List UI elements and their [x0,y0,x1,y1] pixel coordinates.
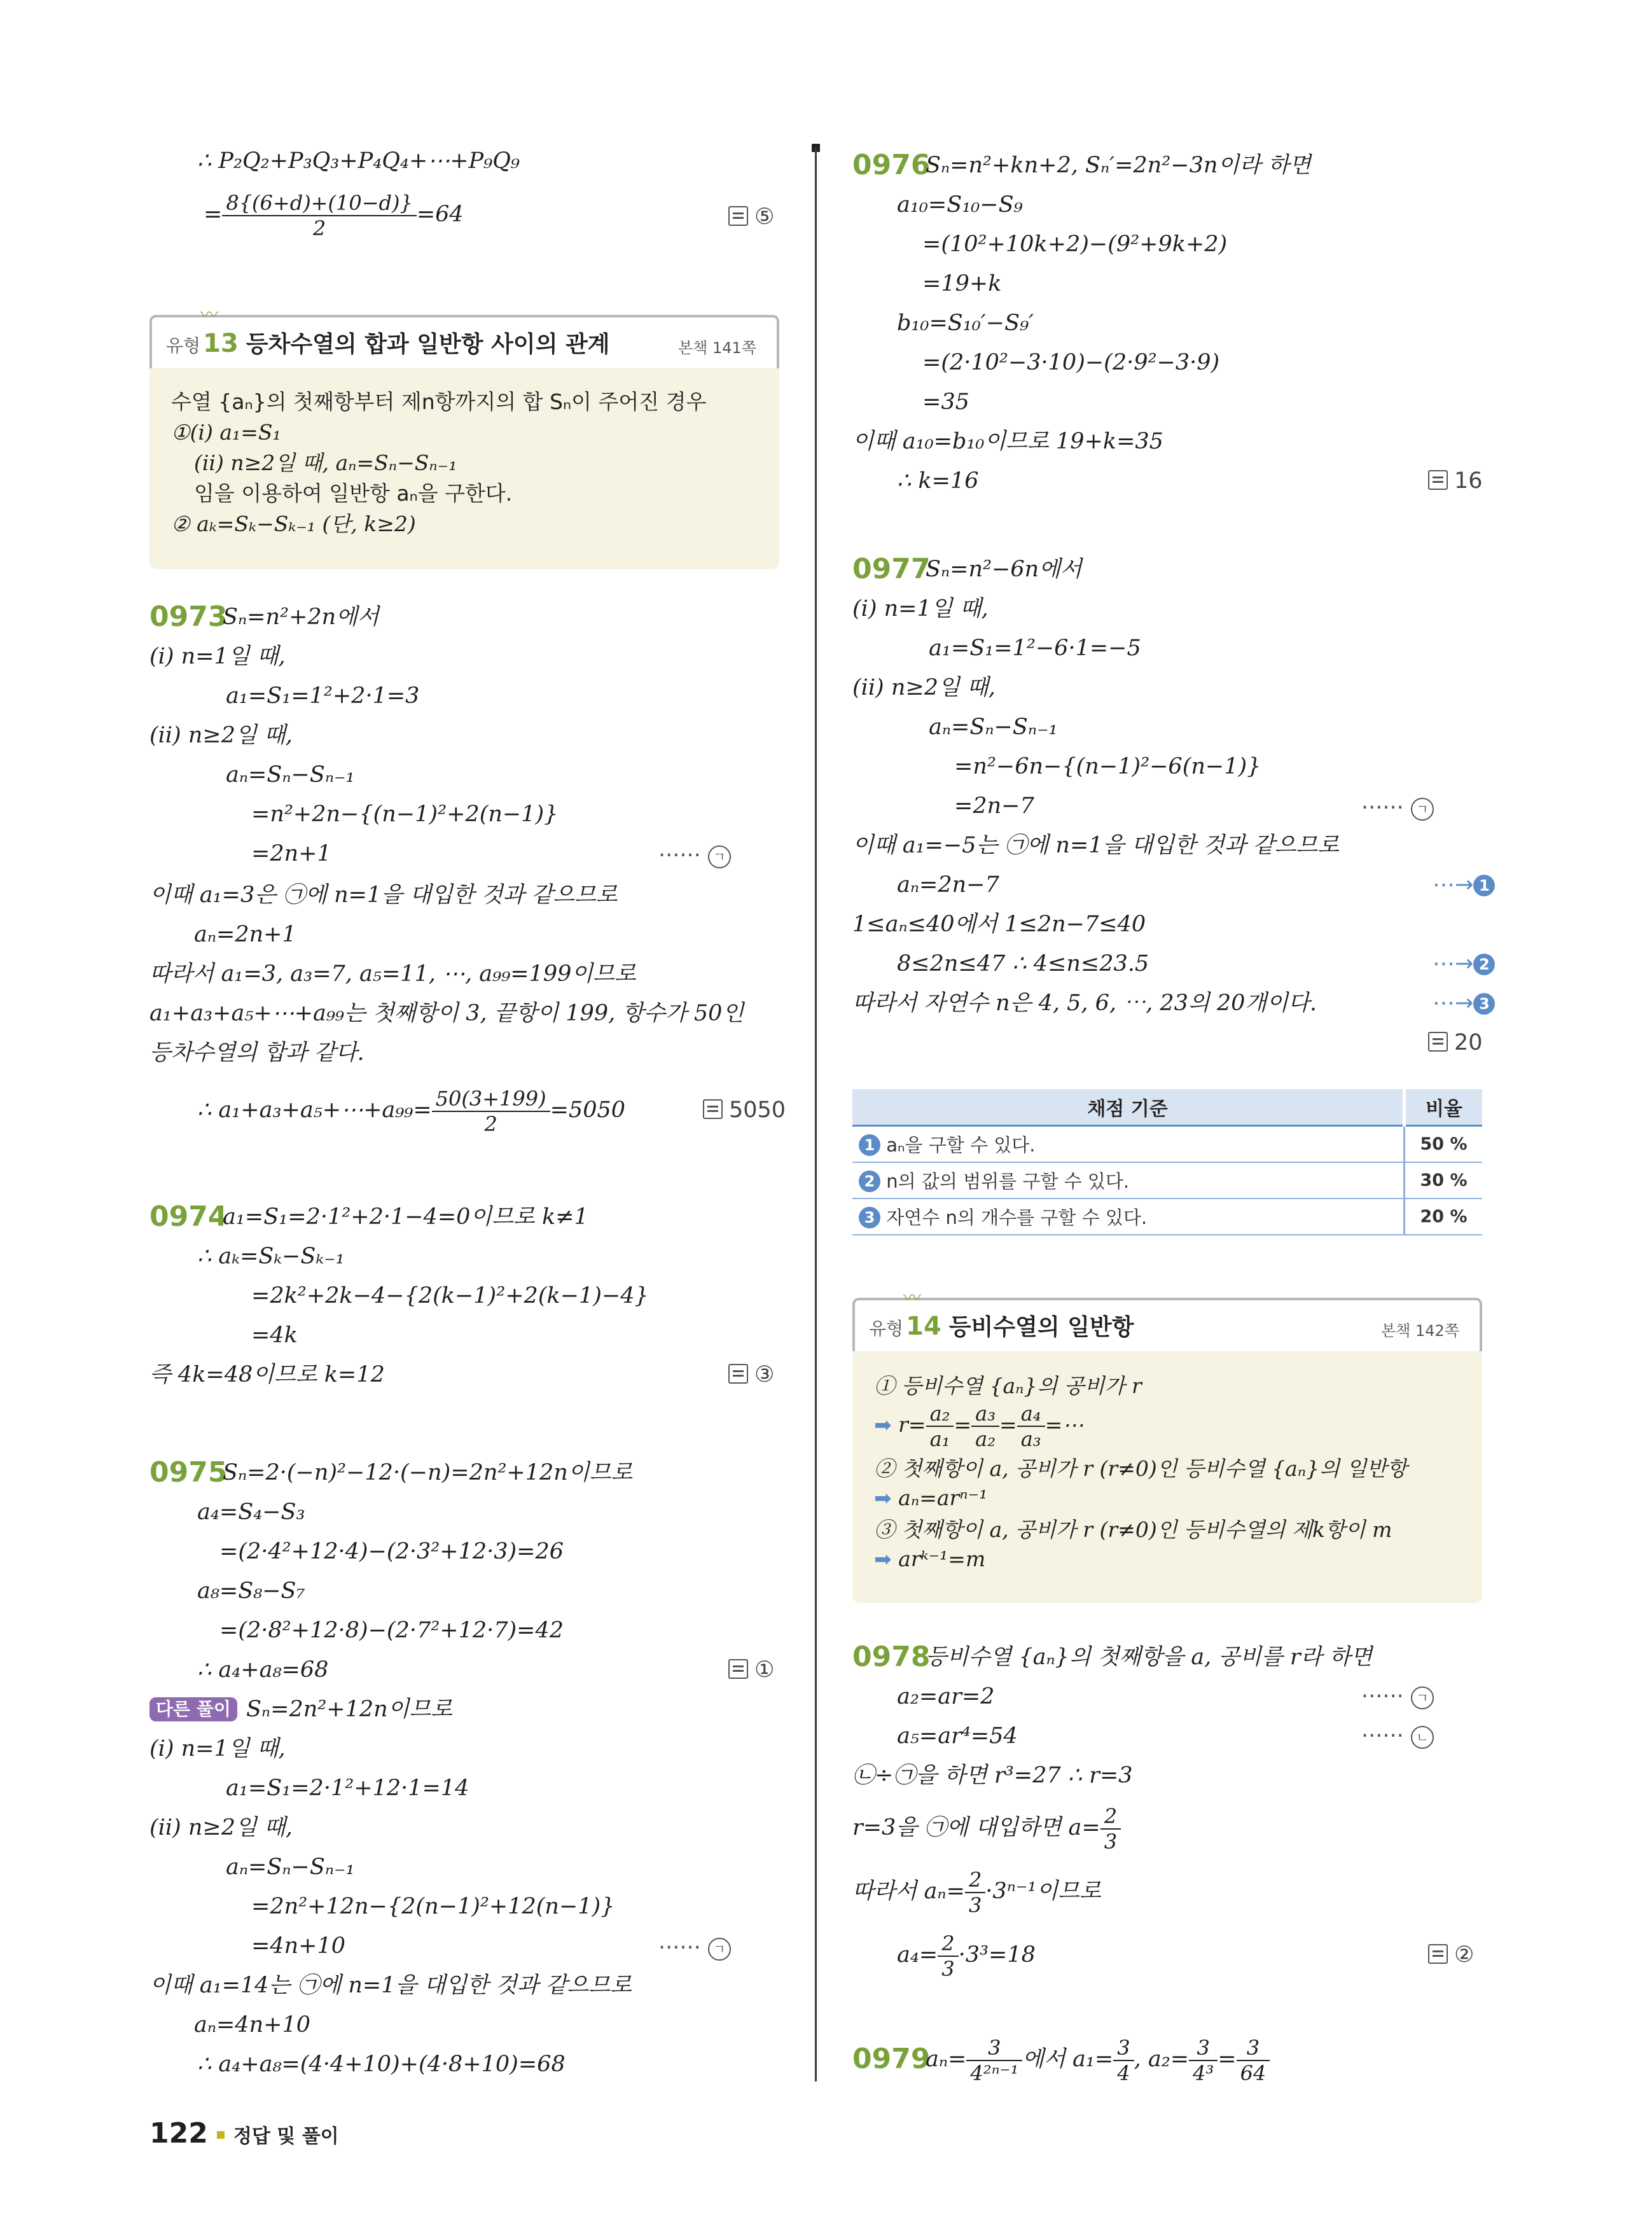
solution-line: a₂=ar=2 [897,1684,995,1709]
alt-solution-badge: 다른 풀이 [149,1697,237,1721]
solution-line: aₙ=2n+1 [194,922,296,947]
solution-line: =(2·10²−3·10)−(2·9²−3·9) [922,350,1220,375]
step-marker: ⋯→ 2 [1433,948,1495,980]
problem-number: 0979 [852,2043,931,2075]
solution-line: aₙ=2n−7 [897,872,999,898]
fraction: $\frac{3}{\text{4³}}$ [1189,2036,1218,2085]
fraction: $\frac{3}{64}$ [1237,2036,1270,2085]
solution-line: a₁=S₁=2·1²+2·1−4=0이므로 k≠1 [223,1204,588,1230]
solution-line: aₙ=Sₙ−Sₙ₋₁ [226,762,355,788]
equation-ref: ······ ㄱ [658,1932,731,1964]
solution-line: a₁₀=S₁₀−S₉ [897,192,1023,218]
column-divider [815,148,817,2082]
equation-ref: ······ ㄱ [658,840,731,872]
grading-header-row [852,1089,1482,1126]
type14-body [852,1351,1482,1603]
arrow-icon: ➡ [874,1485,892,1510]
wave-icon: 〰 [200,304,219,325]
solution-line: =2n−7 [954,793,1034,819]
circled-nieun-icon: ㄴ [1411,1726,1434,1749]
solution-line: r=3을 ㉠에 대입하면 a= $\frac{2}{3}$ [852,1799,1121,1856]
solution-line: aₙ=4n+10 [194,2012,311,2038]
problem-number: 0977 [852,553,931,585]
solution-line: 이때 a₁=3은 ㉠에 n=1을 대입한 것과 같으므로 [149,882,618,908]
solution-line: aₙ= $\frac{3}{\text{4²ⁿ⁻¹}}$ 에서 a₁= $\frac{3}{4}$ , a₂= $\frac{3}{\text{4³}}$ = $\frac{3}{64}$ [926,2031,1270,2088]
fraction: $\frac{8\{(6+d)+(10-d)\}}{2}$ [222,191,417,240]
solution-line: =n²+2n−{(n−1)²+2(n−1)} [251,802,559,827]
answer-mark: ③ [728,1359,774,1391]
answer-icon [1428,1032,1448,1052]
problem-number: 0975 [149,1456,228,1489]
solution-line: Sₙ=2·(−n)²−12·(−n)=2n²+12n이므로 [223,1460,633,1485]
answer-icon [1428,1944,1448,1964]
grading-table [852,1089,1482,1235]
solution-line: b₁₀=S₁₀′−S₉′ [897,310,1034,336]
step-marker: ⋯→ 1 [1433,869,1495,901]
fraction: $\frac{2}{3}$ [1100,1804,1121,1854]
answer-mark: 5050 [703,1094,786,1126]
solution-line: 이때 a₁=−5는 ㉠에 n=1을 대입한 것과 같으므로 [852,833,1340,858]
solution-line: (ii) n≥2일 때, [149,723,293,748]
grading-ratio: 20 % [1405,1199,1483,1235]
answer-mark: 16 [1428,465,1483,497]
answer-icon [728,1364,748,1384]
type14-title: 유형 14 등비수열의 일반항 [869,1312,1134,1341]
arrow-icon: ➡ [874,1412,892,1437]
type14-ratio-line: ➡ r= $\frac{\text{a₂}}{\text{a₁}}$ = $\frac{\text{a₃}}{\text{a₂}}$ = $\frac{\text{a₄}}{\text{a₃}}$ =⋯ [874,1401,1084,1451]
circled-giyeok-icon: ㄱ [1411,1686,1434,1709]
solution-line: 따라서 자연수 n은 4, 5, 6, ⋯, 23의 20개이다. [852,990,1317,1016]
step-1-icon: 1 [1473,875,1495,896]
fraction: $\frac{3}{\text{4²ⁿ⁻¹}}$ [966,2036,1022,2085]
solution-line: =2k²+2k−4−{2(k−1)²+2(k−1)−4} [251,1283,649,1309]
circled-giyeok-icon: ㄱ [1411,798,1434,821]
solution-line: ∴ a₁+a₃+a₅+⋯+a₉₉= $\frac{50(3+199)}{2}$ =5050 [197,1086,625,1136]
fraction: $\frac{3}{4}$ [1113,2036,1134,2085]
answer-mark: ② [1428,1939,1474,1971]
problem-number: 0974 [149,1200,228,1233]
solution-line: 즉 4k=48이므로 k=12 [149,1362,385,1387]
step-1-icon: 1 [859,1134,880,1156]
type13-reference: 본책 141쪽 [678,339,756,357]
fraction: $\frac{\text{a₄}}{\text{a₃}}$ [1017,1401,1045,1451]
answer-mark: ⑤ [728,201,774,233]
fraction: $\frac{50(3+199)}{2}$ [432,1087,550,1136]
solution-line: =35 [922,389,969,415]
page-number: 122 [149,2117,208,2150]
wave-icon: 〰 [903,1287,922,1308]
type14-line: ① 등비수열 {aₙ}의 공비가 r [874,1373,1142,1398]
step-3-icon: 3 [859,1207,880,1228]
type14-line: ➡ aₙ=arⁿ⁻¹ [874,1485,988,1510]
solution-line: a₁=S₁=1²+2·1=3 [226,683,420,709]
footer-square-icon [217,2131,225,2139]
type13-box [149,304,779,569]
solution-line: =4k [251,1323,298,1348]
type13-line: 임을 이용하여 일반항 aₙ을 구한다. [194,481,513,506]
fraction: $\frac{\text{a₃}}{\text{a₂}}$ [971,1401,999,1451]
type13-line: ② aₖ=Sₖ−Sₖ₋₁ (단, k≥2) [171,511,416,536]
fraction: $\frac{2}{3}$ [965,1868,985,1917]
type14-line: ③ 첫째항이 a, 공비가 r (r≠0)인 등비수열의 제k항이 m [874,1517,1392,1542]
solution-line: (ii) n≥2일 때, [852,675,996,700]
solution-line: ∴ k=16 [897,468,979,494]
equation-ref: ······ ㄴ [1361,1720,1434,1752]
solution-line: 1≤aₙ≤40에서 1≤2n−7≤40 [852,912,1146,937]
solution-line: =n²−6n−{(n−1)²−6(n−1)} [954,754,1261,779]
solution-line: ∴ a₄+a₈=(4·4+10)+(4·8+10)=68 [197,2052,566,2077]
solution-line: a₄=S₄−S₃ [197,1499,305,1525]
solution-line: 8≤2n≤47 ∴ 4≤n≤23.5 [897,951,1149,976]
solution-line: Sₙ=n²+2n에서 [223,604,379,630]
type14-reference: 본책 142쪽 [1381,1322,1459,1340]
grading-criterion: 3 자연수 n의 개수를 구할 수 있다. [852,1199,1405,1235]
grading-criterion: 2 n의 값의 범위를 구할 수 있다. [852,1162,1405,1199]
answer-icon [728,206,748,226]
type13-body [149,368,779,569]
solution-line: Sₙ=n²−6n에서 [926,557,1082,582]
solution-line: =2n+1 [251,841,331,866]
step-3-icon: 3 [1473,993,1495,1015]
solution-line: aₙ=Sₙ−Sₙ₋₁ [929,714,1058,740]
grading-header-criterion: 채점 기준 [852,1089,1405,1126]
type13-line: (ii) n≥2일 때, aₙ=Sₙ−Sₙ₋₁ [194,450,457,475]
solution-line: a₈=S₈−S₇ [197,1578,305,1604]
solution-line: 따라서 a₁=3, a₃=7, a₅=11, ⋯, a₉₉=199이므로 [149,961,636,987]
answer-mark: 20 [1428,1027,1483,1059]
solution-line: a₁+a₃+a₅+⋯+a₉₉는 첫째항이 3, 끝항이 199, 항수가 50인 [149,1001,744,1026]
solution-line: ∴ aₖ=Sₖ−Sₖ₋₁ [197,1244,345,1269]
solution-line: Sₙ=n²+kn+2, Sₙ′=2n²−3n이라 하면 [926,153,1311,178]
grading-ratio: 30 % [1405,1162,1483,1199]
solution-line: =(10²+10k+2)−(9²+9k+2) [922,232,1228,257]
page-footer [149,2117,339,2150]
answer-icon [728,1659,748,1679]
type14-line: ② 첫째항이 a, 공비가 r (r≠0)인 등비수열 {aₙ}의 일반항 [874,1456,1408,1481]
type14-line: ➡ arᵏ⁻¹=m [874,1546,986,1571]
equation-ref: ······ ㄱ [1361,792,1434,824]
answer-icon [703,1099,723,1119]
solution-line: (i) n=1일 때, [852,596,989,622]
solution-line: (ii) n≥2일 때, [149,1815,293,1840]
grading-ratio: 50 % [1405,1126,1483,1163]
solution-line: 따라서 aₙ= $\frac{2}{3}$ ·3ⁿ⁻¹이므로 [852,1867,1101,1917]
circled-giyeok-icon: ㄱ [708,1938,731,1961]
arrow-icon: ➡ [874,1546,892,1571]
solution-line: a₅=ar⁴=54 [897,1723,1018,1749]
type13-line: ①(i) a₁=S₁ [171,420,281,445]
equation-ref: ······ ㄱ [1361,1681,1434,1713]
solution-line: ∴ a₄+a₈=68 [197,1657,329,1683]
solution-line: 이때 a₁₀=b₁₀이므로 19+k=35 [852,429,1163,454]
solution-line: =4n+10 [251,1933,345,1959]
solution-line: =(2·4²+12·4)−(2·3²+12·3)=26 [219,1539,564,1564]
solution-line: aₙ=Sₙ−Sₙ₋₁ [226,1854,355,1880]
continuation-result: = $\frac{8\{(6+d)+(10-d)\}}{2}$ =64 [204,190,464,240]
solution-line: a₁=S₁=1²−6·1=−5 [929,636,1141,661]
grading-row [852,1126,1482,1163]
solution-line: ㉡÷㉠을 하면 r³=27 ∴ r=3 [852,1763,1133,1788]
solution-line: (i) n=1일 때, [149,1736,286,1762]
type13-line: 수열 {aₙ}의 첫째항부터 제n항까지의 합 Sₙ이 주어진 경우 [171,389,707,414]
solution-line: 등차수열의 합과 같다. [149,1040,364,1066]
answer-icon [1428,470,1448,490]
grading-criterion: 1 aₙ을 구할 수 있다. [852,1126,1405,1163]
solution-line: =(2·8²+12·8)−(2·7²+12·7)=42 [219,1618,564,1643]
step-2-icon: 2 [1473,954,1495,975]
solution-line: =2n²+12n−{2(n−1)²+12(n−1)} [251,1894,615,1919]
circled-giyeok-icon: ㄱ [708,845,731,868]
solution-line: (i) n=1일 때, [149,644,286,669]
problem-number: 0976 [852,149,931,181]
solution-line: 다른 풀이 Sₙ=2n²+12n이므로 [149,1693,452,1725]
continuation-line: ∴ P₂Q₂+P₃Q₃+P₄Q₄+⋯+P₉Q₉ [197,148,520,174]
grading-row [852,1199,1482,1235]
problem-number: 0978 [852,1641,931,1673]
grading-row [852,1162,1482,1199]
type13-title: 유형 13 등차수열의 합과 일반항 사이의 관계 [166,329,610,358]
footer-title: 정답 및 풀이 [233,2125,339,2148]
step-marker: ⋯→ 3 [1433,987,1495,1019]
solution-line: =19+k [922,271,1002,296]
solution-line: 이때 a₁=14는 ㉠에 n=1을 대입한 것과 같으므로 [149,1973,632,1998]
step-2-icon: 2 [859,1171,880,1192]
solution-line: 등비수열 {aₙ}의 첫째항을 a, 공비를 r라 하면 [926,1644,1373,1670]
fraction: $\frac{2}{3}$ [938,1931,958,1981]
problem-number: 0973 [149,601,228,633]
grading-header-ratio: 비율 [1405,1089,1483,1126]
type14-box [852,1287,1482,1603]
answer-mark: ① [728,1654,774,1686]
solution-line: a₁=S₁=2·1²+12·1=14 [226,1776,469,1801]
fraction: $\frac{\text{a₂}}{\text{a₁}}$ [926,1401,954,1451]
solution-line: a₄= $\frac{2}{3}$ ·3³=18 [897,1931,1036,1981]
